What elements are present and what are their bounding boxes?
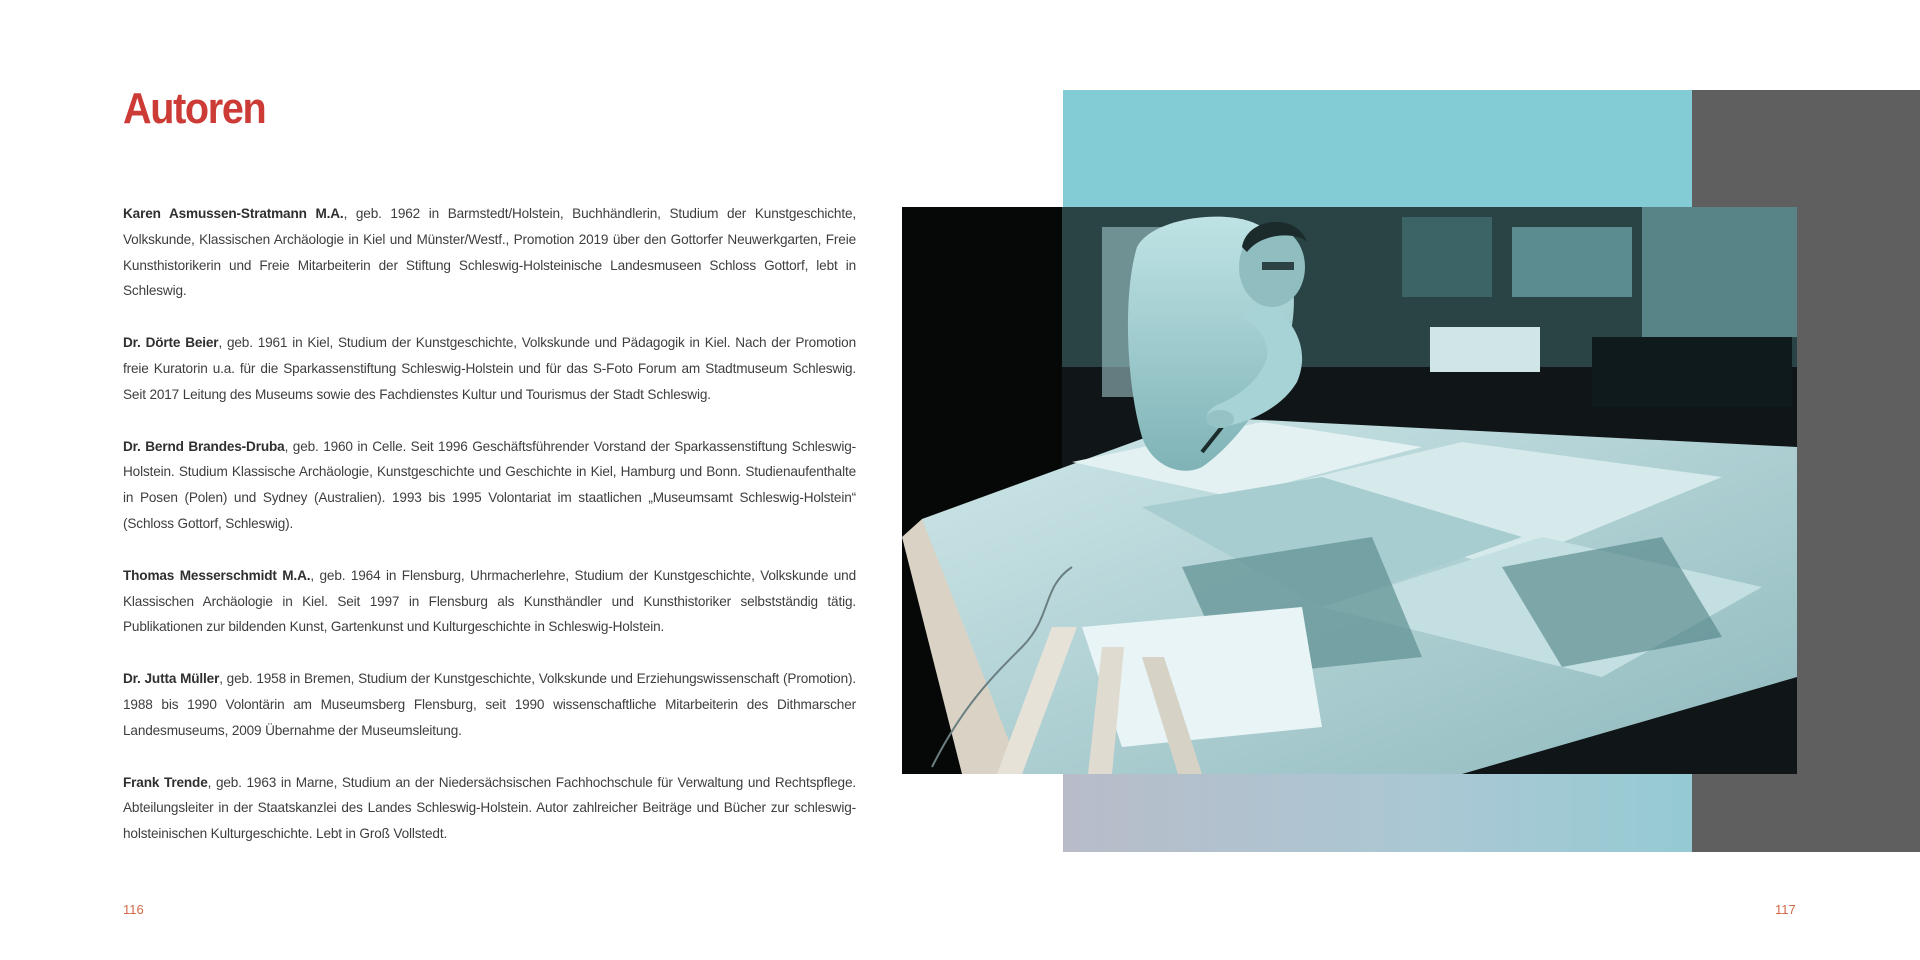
author-name: Dr. Bernd Brandes-Druba [123,438,285,454]
author-description: , geb. 1960 in Celle. Seit 1996 Geschäftsführender Vorstand der Sparkassenstiftung Schleswig-Holstein. Studium Klassische Archäologie, Kunstgeschichte und Geschichte in Kiel, Hamburg und Bonn. Studienaufenthalte in Posen (Polen) und Sydney (Australien). 1993 bis 1995 Volontariat im staatlichen „Museumsamt Schleswig-Holstein“ (Schloss Gottorf, Schleswig). [123,438,856,531]
lilac-color-block [1063,774,1692,852]
author-description: , geb. 1964 in Flensburg, Uhrmacherlehre, Studium der Kunstgeschichte, Volkskunde und Klassischen Archäologie in Kiel. Seit 1997 in Flensburg als Kunsthändler und Kunsthistoriker selbstständig tätig. Publikationen zur bildenden Kunst, Gartenkunst und Kulturgeschichte in Schleswig-Holstein. [123,567,856,635]
author-name: Frank Trende [123,774,208,790]
page-number-right: 117 [1775,902,1796,917]
author-description: , geb. 1963 in Marne, Studium an der Niedersächsischen Fachhochschule für Verwaltung und Rechtspflege. Abteilungsleiter in der Staatskanzlei des Landes Schleswig-Holstein. Autor zahlreicher Beiträge und Bücher zur schleswig-holsteinischen Kulturgeschichte. Lebt in Groß Vollstedt. [123,774,856,842]
author-bio [123,330,856,407]
author-bios [123,201,856,873]
author-name: Dr. Dörte Beier [123,335,219,351]
page-title: Autoren [123,84,266,133]
page-number-left: 116 [123,902,144,917]
author-name: Karen Asmussen-Stratmann M.A. [123,206,344,221]
author-bio [123,201,856,304]
author-description: , geb. 1961 in Kiel, Studium der Kunstgeschichte, Volkskunde und Pädagogik in Kiel. Nach der Promotion freie Kuratorin u.a. für die Sparkassenstiftung Schleswig-Holstein und für das S-Foto Forum am Stadtmuseum Schleswig. Seit 2017 Leitung des Museums sowie des Fachdienstes Kultur und Tourismus der Stadt Schleswig. [123,335,856,402]
author-bio [123,563,856,640]
author-bio [123,434,856,537]
author-description: , geb. 1958 in Bremen, Studium der Kunstgeschichte, Volkskunde und Erziehungswissenschaft (Promotion). 1988 bis 1990 Volontärin am Museumsberg Flensburg, seit 1990 wissenschaftliche Mitarbeiterin des Dithmarscher Landesmuseums, 2009 Übernahme der Museumsleitung. [123,671,857,738]
artist-photo [902,207,1797,774]
author-description: , geb. 1962 in Barmstedt/Holstein, Buchhändlerin, Studium der Kunstgeschichte, Volkskunde, Klassischen Archäologie in Kiel und Münster/Westf., Promotion 2019 über den Gottorfer Neuwerkgarten, Freie Kunsthistorikerin und Freie Mitarbeiterin der Stiftung Schleswig-Holsteinische Landesmuseen Schloss Gottorf, lebt in Schleswig. [123,206,856,299]
author-bio [123,666,856,743]
author-name: Dr. Jutta Müller [123,671,220,687]
author-name: Thomas Messerschmidt M.A. [123,567,311,583]
author-bio [123,770,856,847]
